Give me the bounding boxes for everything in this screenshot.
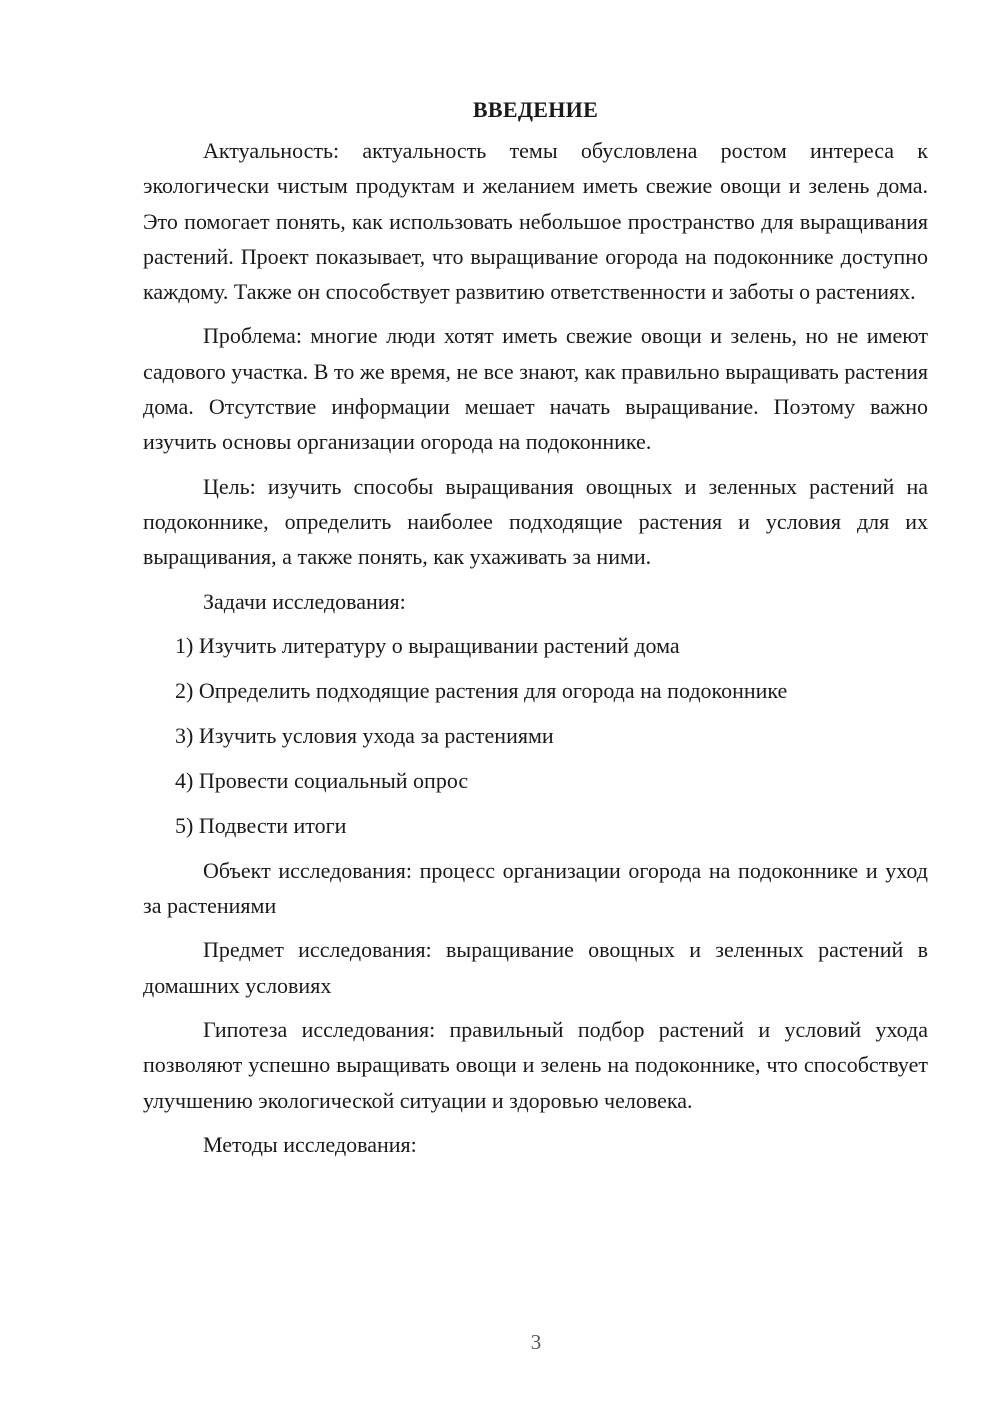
document-page [143,92,928,1171]
paragraph-hypothesis: Гипотеза исследования: правильный подбор растений и условий ухода позволяют успешно выращивать овощи и зелень на подоконнике, что способствует улучшению экологической ситуации и здоровью человека. [143,1017,928,1113]
paragraph-relevance: Актуальность: актуальность темы обусловлена ростом интереса к экологически чистым продуктам и желанием иметь свежие овощи и зелень дома. Это помогает понять, как использовать небольшое пространство для выращивания растений. Проект показывает, что выращивание огорода на подоконнике доступно каждому. Также он способствует развитию ответственности и заботы о растениях. [143,138,928,305]
list-item: 3) Изучить условия ухода за растениями [175,722,554,748]
methods-title: Методы исследования: [203,1131,417,1157]
list-item: 5) Подвести итоги [175,812,347,838]
tasks-list [143,628,928,843]
paragraph-object: Объект исследования: процесс организации огорода на подоконнике и уход за растениями [143,857,928,919]
paragraph-goal: Цель: изучить способы выращивания овощных и зеленных растений на подоконнике, определить наиболее подходящие растения и условия для их выращивания, а также понять, как ухаживать за ними. [143,473,928,570]
paragraph-problem: Проблема: многие люди хотят иметь свежие овощи и зелень, но не имеют садового участка. В то же время, не все знают, как правильно выращивать растения дома. Отсутствие информации мешает начать выращивание. Поэтому важно изучить основы организации огорода на подоконнике. [143,323,928,455]
paragraph-subject: Предмет исследования: выращивание овощных и зеленных растений в домашних условиях [143,937,928,998]
page-title: ВВЕДЕНИЕ [472,97,599,122]
page-number: 3 [530,1330,542,1354]
list-item: 4) Провести социальный опрос [175,767,469,793]
list-item: 1) Изучить литературу о выращивании растений дома [175,632,680,658]
list-item: 2) Определить подходящие растения для огорода на подоконнике [175,677,788,703]
tasks-title: Задачи исследования: [203,588,406,614]
